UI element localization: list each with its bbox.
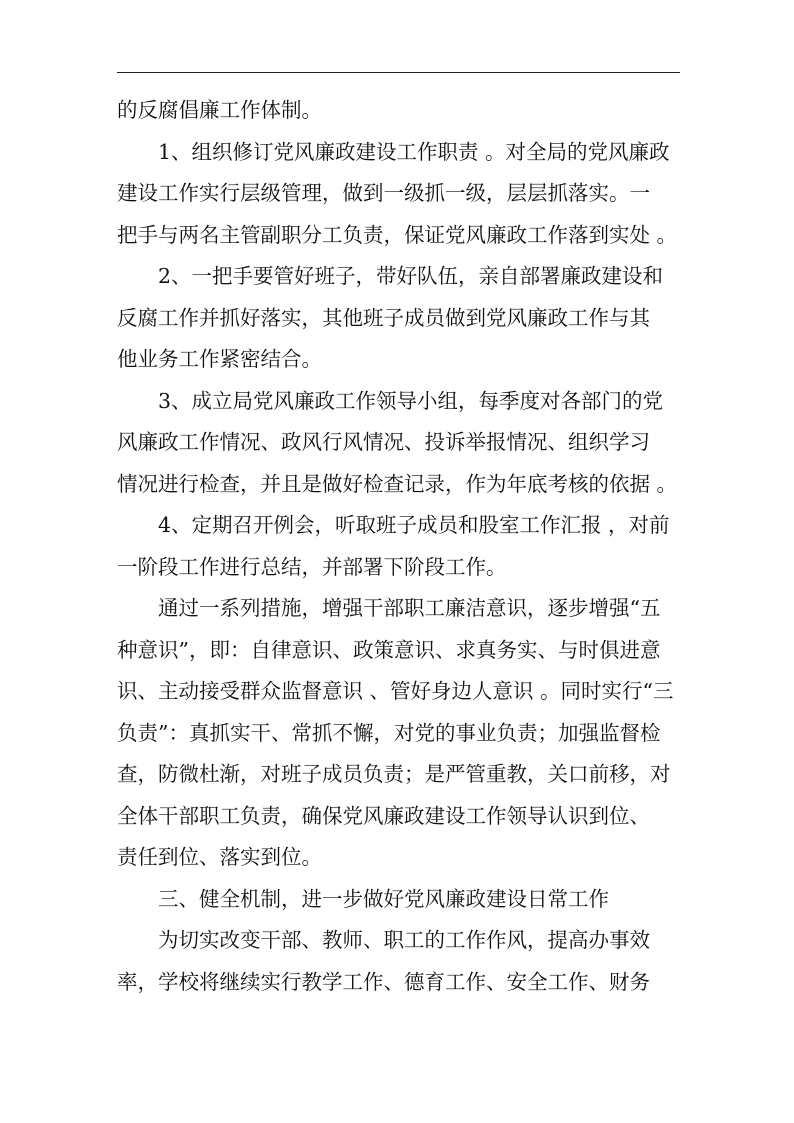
text-line: 识、主动接受群众监督意识 、管好身边人意识 。同时实行“三 [117,679,674,703]
text-line: 1、组织修订党风廉政建设工作职责 。对全局的党风廉政 [158,139,670,164]
text-line: 2、一把手要管好班子，带好队伍，亲自部署廉政建设和 [158,264,664,288]
text-line: 一阶段工作进行总结，并部署下阶段工作。 [117,554,507,579]
text-line: 为切实改变干部、教师、职工的工作作风，提高办事效 [158,928,650,952]
section-heading: 三、健全机制，进一步做好党风廉政建设日常工作 [158,886,609,911]
text-line: 的反腐倡廉工作体制。 [117,98,322,122]
text-line: 3、成立局党风廉政工作领导小组，每季度对各部门的党 [158,388,664,413]
text-line: 通过一系列措施，增强干部职工廉洁意识，逐步增强“五 [158,596,661,620]
text-line: 率，学校将继续实行教学工作、德育工作、安全工作、财务 [117,969,650,994]
text-line: 种意识”，即：自律意识、政策意识、求真务实、与时俱进意 [117,637,661,662]
text-line: 全体干部职工负责，确保党风廉政建设工作领导认识到位、 [117,803,650,828]
text-line: 把手与两名主管副职分工负责，保证党风廉政工作落到实处 。 [117,222,678,247]
text-line: 反腐工作并抓好落实，其他班子成员做到党风廉政工作与其 [117,305,650,330]
text-line: 责任到位、落实到位。 [117,845,322,869]
header-rule [117,72,680,73]
text-line: 负责”：真抓实干、常抓不懈，对党的事业负责；加强监督检 [117,720,661,745]
text-line: 他业务工作紧密结合。 [117,347,322,371]
text-line: 风廉政工作情况、政风行风情况、投诉举报情况、组织学习 [117,430,650,454]
text-line: 建设工作实行层级管理，做到一级抓一级，层层抓落实。一 [117,181,650,205]
text-line: 4、定期召开例会，听取班子成员和股室工作汇报 ，对前 [158,513,670,537]
body-text [117,90,682,1003]
text-line: 情况进行检查，并且是做好检查记录，作为年底考核的依据 。 [117,471,678,496]
text-line: 查，防微杜渐，对班子成员负责；是严管重教，关口前移，对 [117,762,671,786]
